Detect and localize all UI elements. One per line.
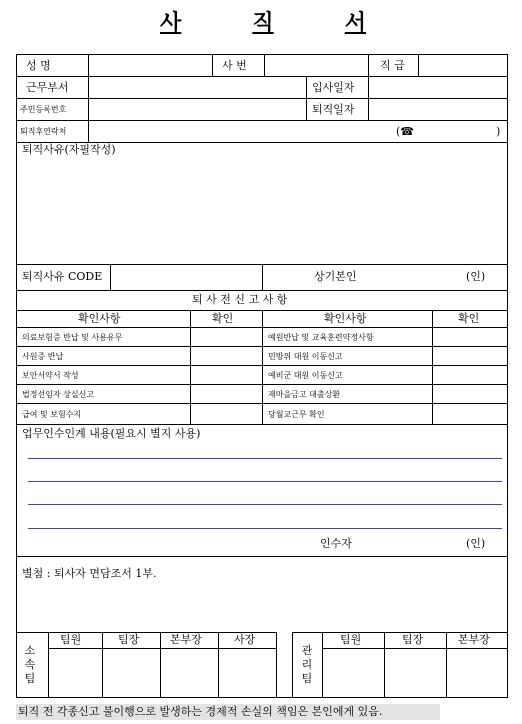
col-divider — [276, 632, 277, 698]
title-char-3: 서 — [344, 10, 366, 36]
checklist-left-item: 법정선임자 상실신고 — [22, 390, 95, 399]
row-divider — [16, 290, 508, 291]
col-divider — [368, 54, 369, 76]
attachment-note: 별첨 : 퇴사자 면담조서 1부. — [22, 567, 157, 580]
employee-number-label: 사 번 — [222, 59, 247, 72]
row-divider — [16, 98, 508, 99]
col-divider — [306, 76, 307, 120]
reason-label: 퇴직사유(자필작성) — [22, 143, 116, 156]
checklist-item-header-right: 확인사항 — [324, 312, 367, 325]
department-field[interactable] — [90, 78, 304, 96]
phone-close: ) — [496, 125, 501, 138]
checklist-left-check-cells[interactable] — [192, 329, 260, 422]
checklist-right-item: 예비군 대원 이동신고 — [268, 371, 343, 380]
row-divider — [16, 556, 508, 557]
col-divider — [190, 310, 191, 424]
resign-date-label: 퇴직일자 — [312, 103, 355, 116]
col-divider — [110, 264, 111, 290]
signer-label: 상기본인 — [314, 270, 357, 283]
name-label: 성 명 — [26, 59, 51, 72]
checklist-check-header-left: 확인 — [212, 312, 234, 325]
checklist-check-header-right: 확인 — [458, 312, 480, 325]
footer-notice: 퇴직 전 각종신고 불이행으로 발생하는 경제적 손실의 책임은 본인에게 있음. — [16, 704, 440, 720]
resident-number-label: 주민등록번호 — [20, 105, 67, 114]
col-divider — [322, 632, 323, 698]
row-divider — [16, 424, 508, 425]
reason-code-field[interactable] — [112, 266, 260, 288]
approval-right-col: 팀장 — [402, 633, 424, 646]
checklist-left-item: 사원증 반납 — [22, 352, 64, 361]
checklist-left-item: 의료보험증 반납 및 사용유무 — [22, 333, 123, 342]
contact-label: 퇴직후연락처 — [20, 127, 67, 136]
col-divider — [432, 310, 433, 424]
resign-date-field[interactable] — [370, 100, 506, 118]
reason-code-label: 퇴직사유 CODE — [22, 270, 103, 283]
checklist-title: 퇴 사 전 신 고 사 항 — [192, 293, 288, 306]
approval-right-col: 팀원 — [340, 633, 362, 646]
col-divider — [212, 54, 213, 76]
document-title — [160, 6, 366, 36]
reason-textarea[interactable] — [18, 160, 506, 262]
approval-right-signature-cells[interactable] — [324, 650, 506, 696]
receiver-seal: (인) — [466, 537, 486, 550]
handover-label: 업무인수인계 내용(필요시 별지 사용) — [22, 427, 201, 440]
col-divider — [264, 54, 265, 76]
checklist-right-item: 당월교근무 확인 — [268, 410, 325, 419]
approval-left-col: 사장 — [234, 633, 256, 646]
title-char-1: 사 — [160, 10, 182, 36]
name-field[interactable] — [90, 56, 210, 74]
approval-left-col: 팀원 — [60, 633, 82, 646]
contact-field[interactable] — [90, 122, 506, 140]
employee-number-field[interactable] — [266, 56, 366, 74]
title-char-2: 직 — [252, 10, 274, 36]
row-divider — [16, 76, 508, 77]
checklist-right-check-cells[interactable] — [434, 329, 506, 422]
approval-left-col: 본부장 — [170, 633, 202, 646]
join-date-label: 입사일자 — [312, 81, 355, 94]
checklist-right-item: 민방위 대원 이동신고 — [268, 352, 343, 361]
approval-right-col: 본부장 — [458, 633, 490, 646]
approval-right-group-label: 관 리 팀 — [301, 644, 313, 685]
checklist-right-item: 예원반납 및 교육훈련약정사항 — [268, 333, 374, 342]
col-divider — [292, 632, 293, 698]
join-date-field[interactable] — [370, 78, 506, 96]
approval-header-divider-right — [322, 648, 508, 649]
checklist-left-item: 급여 및 보험수지 — [22, 410, 82, 419]
col-divider — [88, 54, 89, 142]
approval-left-col: 팀장 — [118, 633, 140, 646]
approval-header-divider-left — [48, 648, 276, 649]
resident-number-field[interactable] — [90, 100, 304, 118]
handover-textarea[interactable] — [28, 444, 502, 530]
approval-left-group-label: 소 속 팀 — [24, 644, 36, 685]
phone-open: (☎ — [396, 125, 414, 138]
approval-left-signature-cells[interactable] — [50, 650, 274, 696]
receiver-label: 인수자 — [320, 537, 352, 550]
signer-seal: (인) — [466, 270, 486, 283]
rank-label: 직 급 — [380, 59, 405, 72]
col-divider — [418, 54, 419, 76]
col-divider — [262, 310, 263, 424]
col-divider — [48, 632, 49, 698]
col-divider — [368, 76, 369, 120]
checklist-right-item: 재마을금고 대출상환 — [268, 390, 341, 399]
department-label: 근무부서 — [26, 81, 69, 94]
row-divider — [16, 120, 508, 121]
rank-field[interactable] — [420, 56, 506, 74]
checklist-left-item: 보안서약서 작성 — [22, 371, 79, 380]
checklist-item-header-left: 확인사항 — [78, 312, 121, 325]
col-divider — [262, 264, 263, 290]
